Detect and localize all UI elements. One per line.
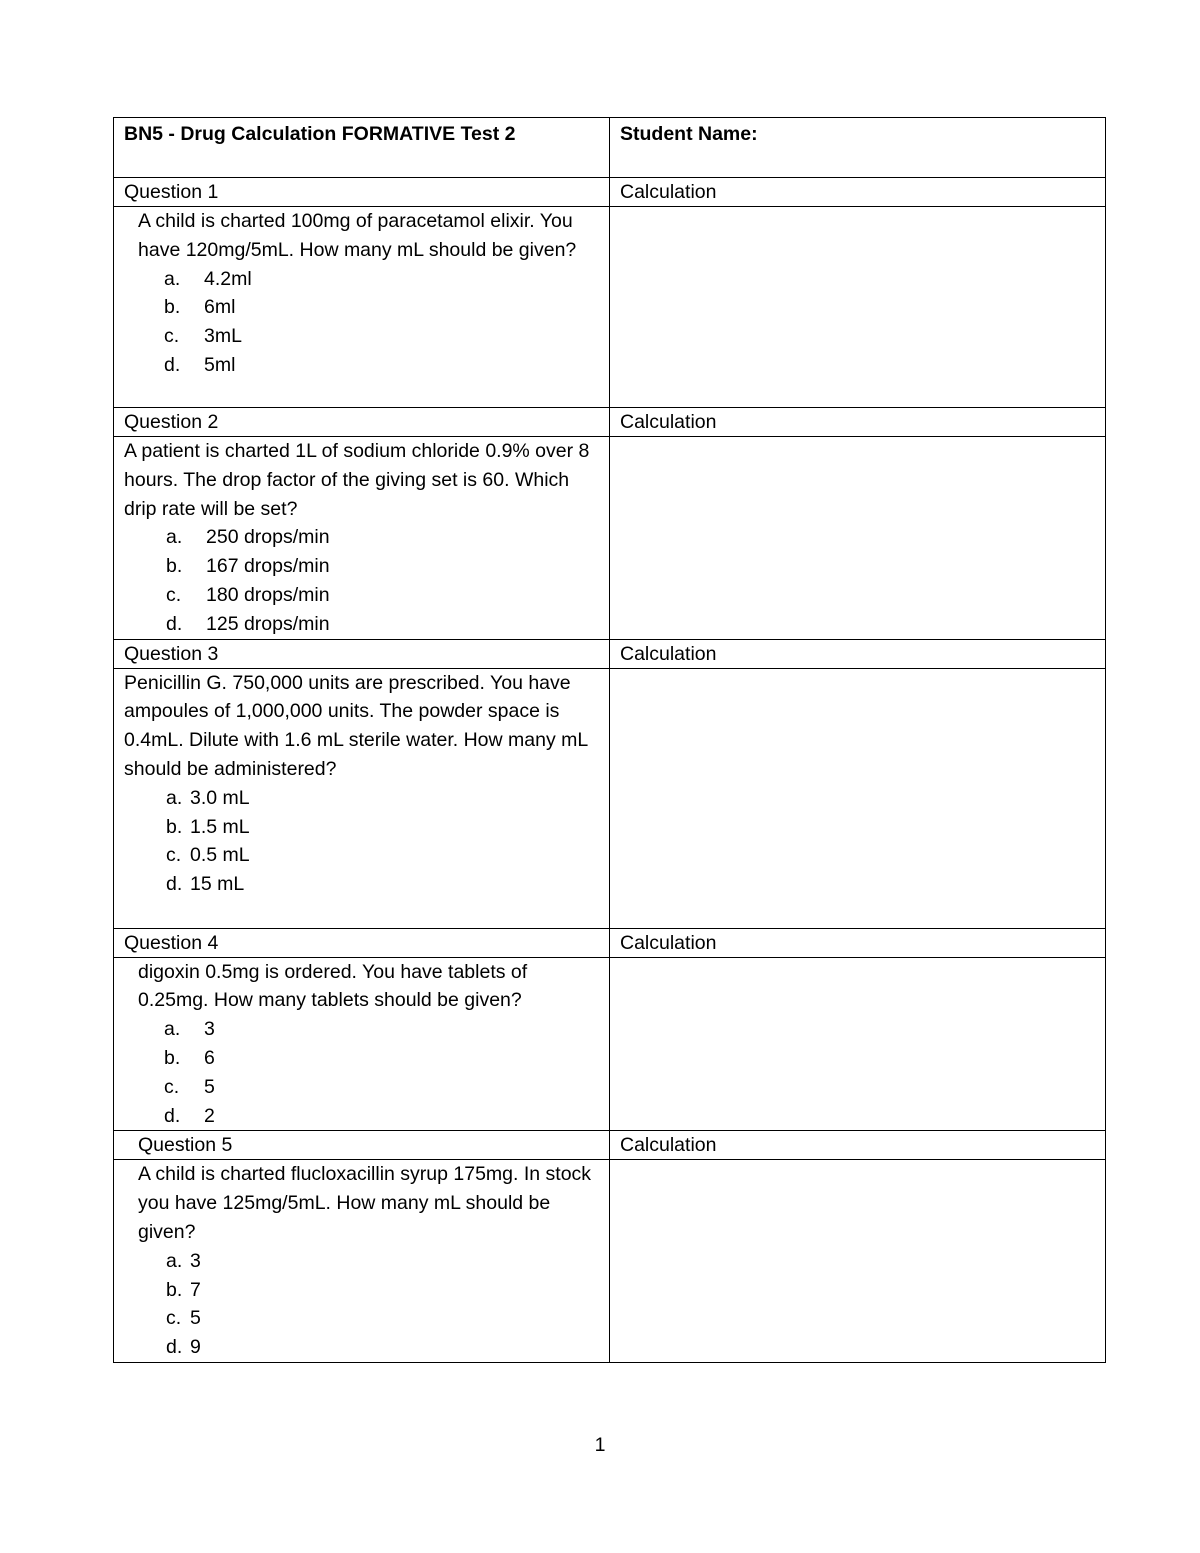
answer-option: b. 167 drops/min (166, 555, 330, 578)
question-label-row (114, 408, 1106, 437)
question-label: Question 5 (114, 1131, 610, 1160)
answer-options (138, 1015, 599, 1130)
answer-options (138, 1247, 599, 1362)
answer-option: b. 1.5 mL (166, 815, 250, 838)
question-body-row (114, 957, 1106, 1131)
answer-option: a. 250 drops/min (166, 526, 330, 549)
answer-option: d. 9 (166, 1336, 201, 1359)
calculation-space[interactable] (610, 668, 1106, 928)
answer-option: a. 3 (164, 1018, 215, 1041)
calculation-label: Calculation (610, 928, 1106, 957)
question-label-row (114, 178, 1106, 207)
calculation-label: Calculation (610, 1131, 1106, 1160)
answer-option: c. 0.5 mL (166, 844, 250, 867)
calculation-space[interactable] (610, 207, 1106, 408)
page-number: 1 (594, 1434, 606, 1456)
test-table (113, 117, 1106, 1363)
question-text: A patient is charted 1L of sodium chloride 0.9% over 8 hours. The drop factor of the giving set is 60. Which drip rate will be set? (124, 440, 590, 520)
question-label: Question 2 (114, 408, 610, 437)
answer-option: c. 180 drops/min (166, 583, 330, 606)
question-body (114, 207, 610, 408)
question-label: Question 4 (114, 928, 610, 957)
answer-option: a. 3 (166, 1249, 201, 1272)
question-label: Question 3 (114, 639, 610, 668)
calculation-label: Calculation (610, 178, 1106, 207)
answer-option: d. 125 drops/min (166, 612, 330, 635)
answer-options (138, 265, 599, 380)
question-body (114, 668, 610, 928)
answer-option: d. 2 (164, 1104, 215, 1127)
header-row (114, 118, 1106, 178)
question-body (114, 1160, 610, 1363)
calculation-label: Calculation (610, 639, 1106, 668)
answer-options (124, 784, 599, 899)
calculation-label: Calculation (610, 408, 1106, 437)
answer-option: b. 7 (166, 1278, 201, 1301)
answer-option: c. 5 (164, 1075, 215, 1098)
question-label: Question 1 (114, 178, 610, 207)
question-label-row (114, 928, 1106, 957)
question-body-row (114, 207, 1106, 408)
question-body (114, 957, 610, 1131)
question-text: digoxin 0.5mg is ordered. You have tablets of 0.25mg. How many tablets should be given? (138, 960, 528, 1012)
question-body-row (114, 1160, 1106, 1363)
question-body (114, 437, 610, 640)
question-label-row (114, 639, 1106, 668)
answer-option: a. 3.0 mL (166, 786, 250, 809)
answer-option: c. 5 (166, 1307, 201, 1330)
answer-option: b. 6ml (164, 296, 236, 319)
question-label-row (114, 1131, 1106, 1160)
test-title: BN5 - Drug Calculation FORMATIVE Test 2 (114, 118, 610, 178)
answer-options (124, 523, 599, 638)
question-text: A child is charted 100mg of paracetamol elixir. You have 120mg/5mL. How many mL should be given? (138, 210, 577, 261)
question-text: A child is charted flucloxacillin syrup 175mg. In stock you have 125mg/5mL. How many mL should be given? (138, 1163, 592, 1243)
calculation-space[interactable] (610, 957, 1106, 1131)
calculation-space[interactable] (610, 437, 1106, 640)
answer-option: d. 15 mL (166, 873, 245, 896)
answer-option: a. 4.2ml (164, 267, 252, 290)
question-text: Penicillin G. 750,000 units are prescribed. You have ampoules of 1,000,000 units. The powder space is 0.4mL. Dilute with 1.6 mL sterile water. How many mL should be administered? (124, 671, 588, 780)
question-body-row (114, 437, 1106, 640)
student-name-label: Student Name: (610, 118, 1106, 178)
answer-option: b. 6 (164, 1046, 215, 1069)
question-body-row (114, 668, 1106, 928)
calculation-space[interactable] (610, 1160, 1106, 1363)
answer-option: c. 3mL (164, 325, 242, 348)
answer-option: d. 5ml (164, 353, 236, 376)
